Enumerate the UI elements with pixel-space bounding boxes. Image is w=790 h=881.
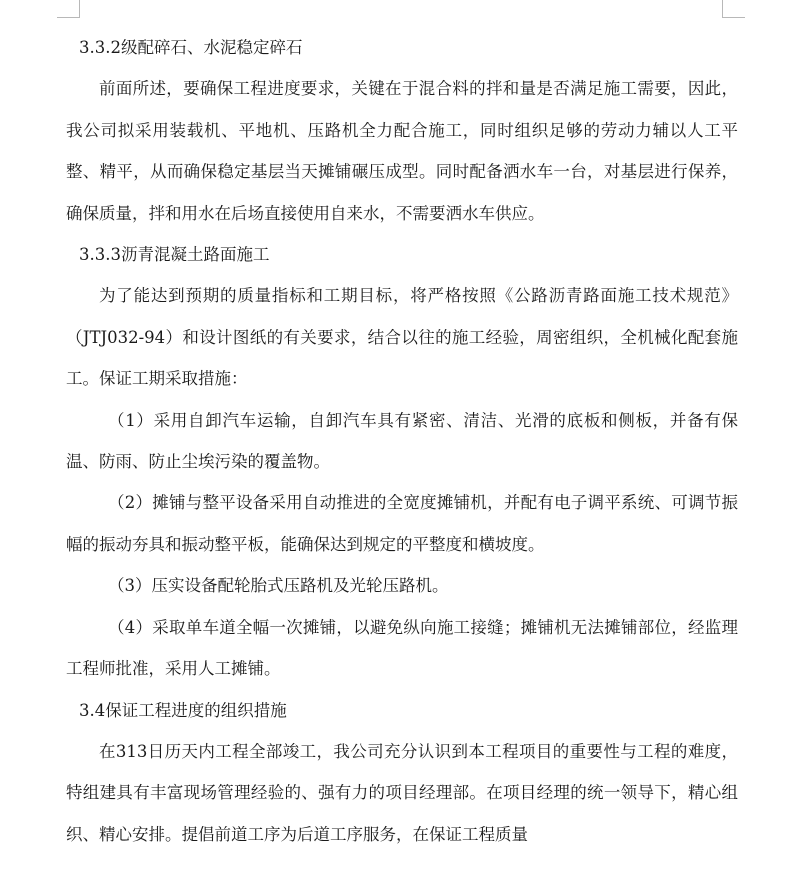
section-heading-3-4: 3.4保证工程进度的组织措施 [79,700,287,720]
list-item-1: （1）采用自卸汽车运输，自卸汽车具有紧密、清洁、光滑的底板和侧板，并备有保温、防雨、防止尘埃污染的覆盖物。 [66,410,738,472]
page-corner-mark-top-left [57,0,80,18]
list-item-3: （3）压实设备配轮胎式压路机及光轮压路机。 [108,576,449,596]
paragraph-asphalt-intro: 为了能达到预期的质量指标和工期目标，将严格按照《公路沥青路面施工技术规范》（JTJ032-94）和设计图纸的有关要求，结合以往的施工经验，周密组织，全机械化配套施工。保证工期采取措施： [66,286,738,389]
section-heading-3-3-3: 3.3.3沥青混凝土路面施工 [79,245,270,265]
paragraph-graded-gravel: 前面所述，要确保工程进度要求，关键在于混合料的拌和量是否满足施工需要，因此，我公司拟采用装载机、平地机、压路机全力配合施工，同时组织足够的劳动力辅以人工平整、精平，从而确保稳定基层当天摊铺碾压成型。同时配备洒水车一台，对基层进行保养，确保质量，拌和用水在后场直接使用自来水，不需要洒水车供应。 [66,79,738,223]
list-item-2: （2）摊铺与整平设备采用自动推进的全宽度摊铺机，并配有电子调平系统、可调节振幅的振动夯具和振动整平板，能确保达到规定的平整度和横坡度。 [66,493,738,554]
paragraph-schedule-measures: 在313日历天内工程全部竣工，我公司充分认识到本工程项目的重要性与工程的难度，特组建具有丰富现场管理经验的、强有力的项目经理部。在项目经理的统一领导下，精心组织、精心安排。提倡前道工序为后道工序服务，在保证工程质量 [66,741,738,844]
document-body [66,27,738,855]
list-item-4: （4）采取单车道全幅一次摊铺，以避免纵向施工接缝；摊铺机无法摊铺部位，经监理工程师批准，采用人工摊铺。 [66,617,738,679]
page-corner-mark-top-right [722,0,745,18]
section-heading-3-3-2: 3.3.2级配碎石、水泥稳定碎石 [79,38,303,57]
